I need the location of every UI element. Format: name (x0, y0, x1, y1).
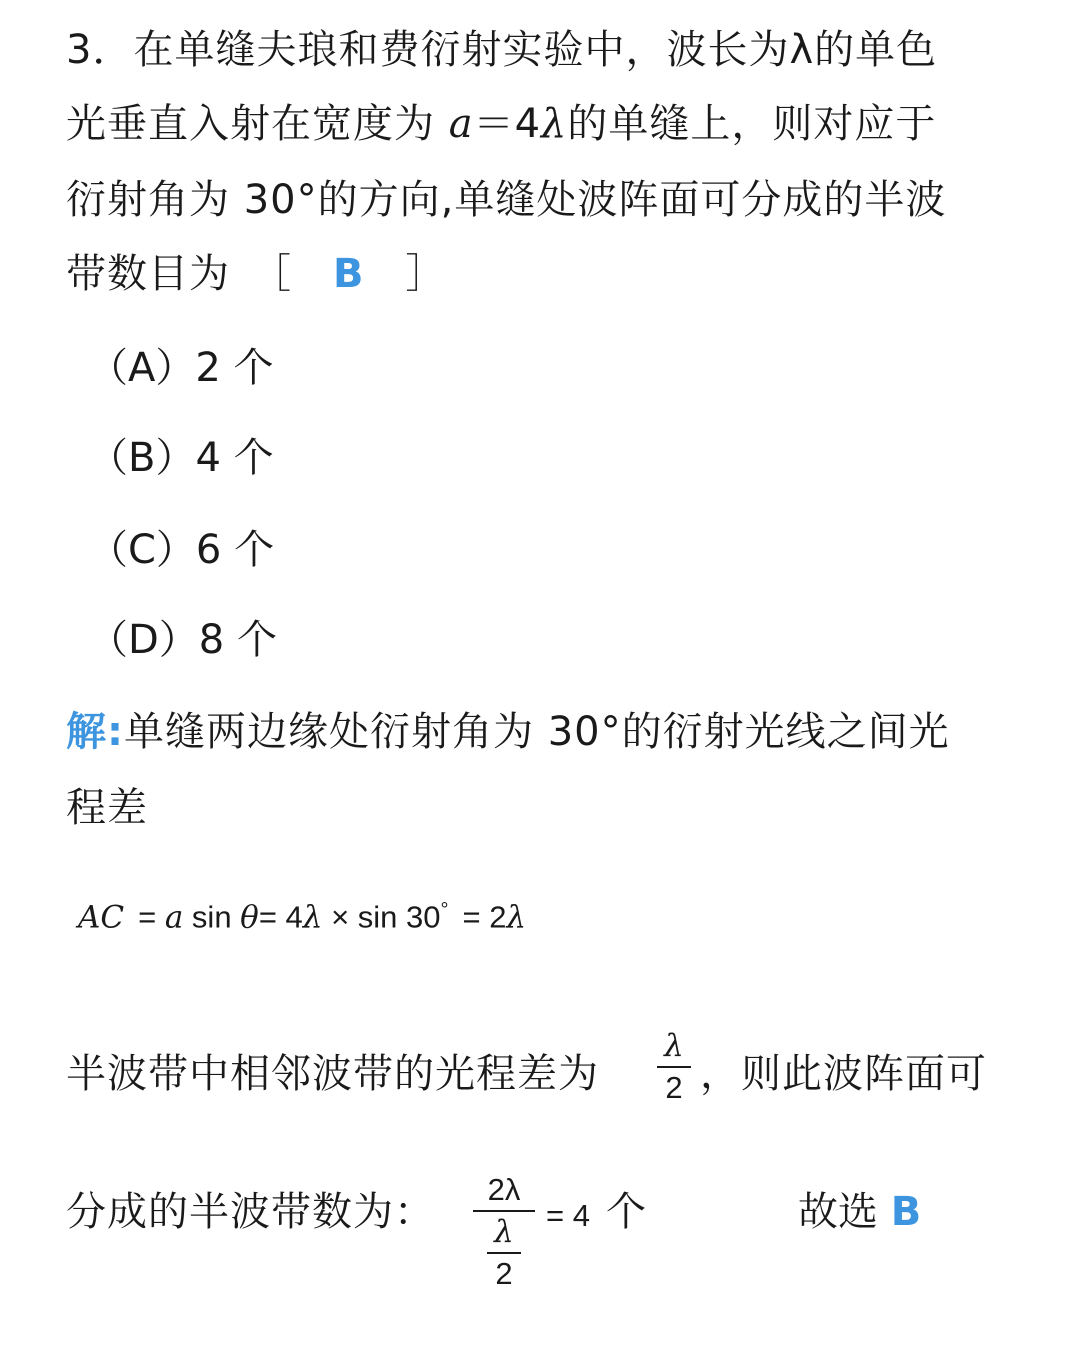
lambda-symbol: λ (541, 101, 568, 147)
formula-ac: AC (78, 899, 125, 936)
question-text: ］ (364, 251, 447, 297)
solution-line-2 (66, 784, 148, 832)
fraction-lambda-over-2 (654, 1028, 694, 1106)
formula-degree: ° (440, 899, 449, 921)
formula-sin: sin (183, 899, 241, 935)
fraction-2lambda-over-half-lambda (472, 1172, 536, 1292)
question-line-4 (66, 250, 447, 298)
fraction-numerator: λ (664, 1028, 684, 1064)
formula-a: a (164, 899, 184, 936)
question-text: 3．在单缝夫琅和费衍射实验中，波长为λ的单色 (66, 27, 938, 73)
question-text: ＝4 (473, 101, 542, 147)
formula-equals: = (138, 899, 165, 935)
result-unit: 个 (606, 1189, 646, 1235)
solution-text: 单缝两边缘处衍射角为 30°的衍射光线之间光 (124, 709, 950, 755)
question-text: 带数目为 ［ (66, 251, 333, 297)
question-line-1 (66, 26, 937, 74)
inner-fraction-numerator: λ (494, 1214, 514, 1250)
question-line-3 (66, 176, 946, 224)
result-equals: = 4 (546, 1198, 590, 1233)
question-line-2 (66, 100, 936, 148)
solution-line-4-pre: 分成的半波带数为： (66, 1189, 435, 1235)
formula-theta: θ (240, 899, 259, 936)
formula-equals: = 4 (258, 899, 303, 935)
path-difference-formula (78, 886, 526, 941)
solution-line-3-post: ，则此波阵面可 (700, 1051, 987, 1097)
fraction-denominator: 2 (665, 1070, 683, 1105)
question-text: 衍射角为 30°的方向,单缝处波阵面可分成的半波 (66, 177, 947, 223)
option-d: （D）8 个 (88, 617, 277, 663)
solution-line-3-pre: 半波带中相邻波带的光程差为 (66, 1051, 599, 1097)
option-b: （B）4 个 (88, 435, 274, 481)
final-choice-label: 故选 (798, 1189, 891, 1235)
question-text: 光垂直入射在宽度为 (66, 101, 449, 147)
variable-a: a (448, 101, 474, 147)
formula-lambda: λ (506, 899, 527, 936)
option-c: （C）6 个 (88, 527, 275, 573)
inner-fraction-denominator: 2 (495, 1256, 513, 1291)
formula-times-sin: × sin 30 (322, 899, 441, 935)
formula-lambda: λ (302, 899, 323, 936)
question-text: 的单缝上，则对应于 (567, 101, 937, 147)
fraction-numerator (472, 1172, 536, 1208)
formula-equals: = 2 (462, 899, 507, 935)
solution-text: 程差 (66, 785, 148, 831)
solution-line-1 (66, 708, 950, 756)
answer-letter: B (333, 251, 365, 297)
final-choice (798, 1188, 921, 1236)
fraction-numerator-text: 2λ (487, 1172, 521, 1207)
option-a: （A）2 个 (88, 345, 274, 391)
solution-heading: 解: (66, 709, 124, 755)
final-answer-letter: B (890, 1189, 922, 1235)
